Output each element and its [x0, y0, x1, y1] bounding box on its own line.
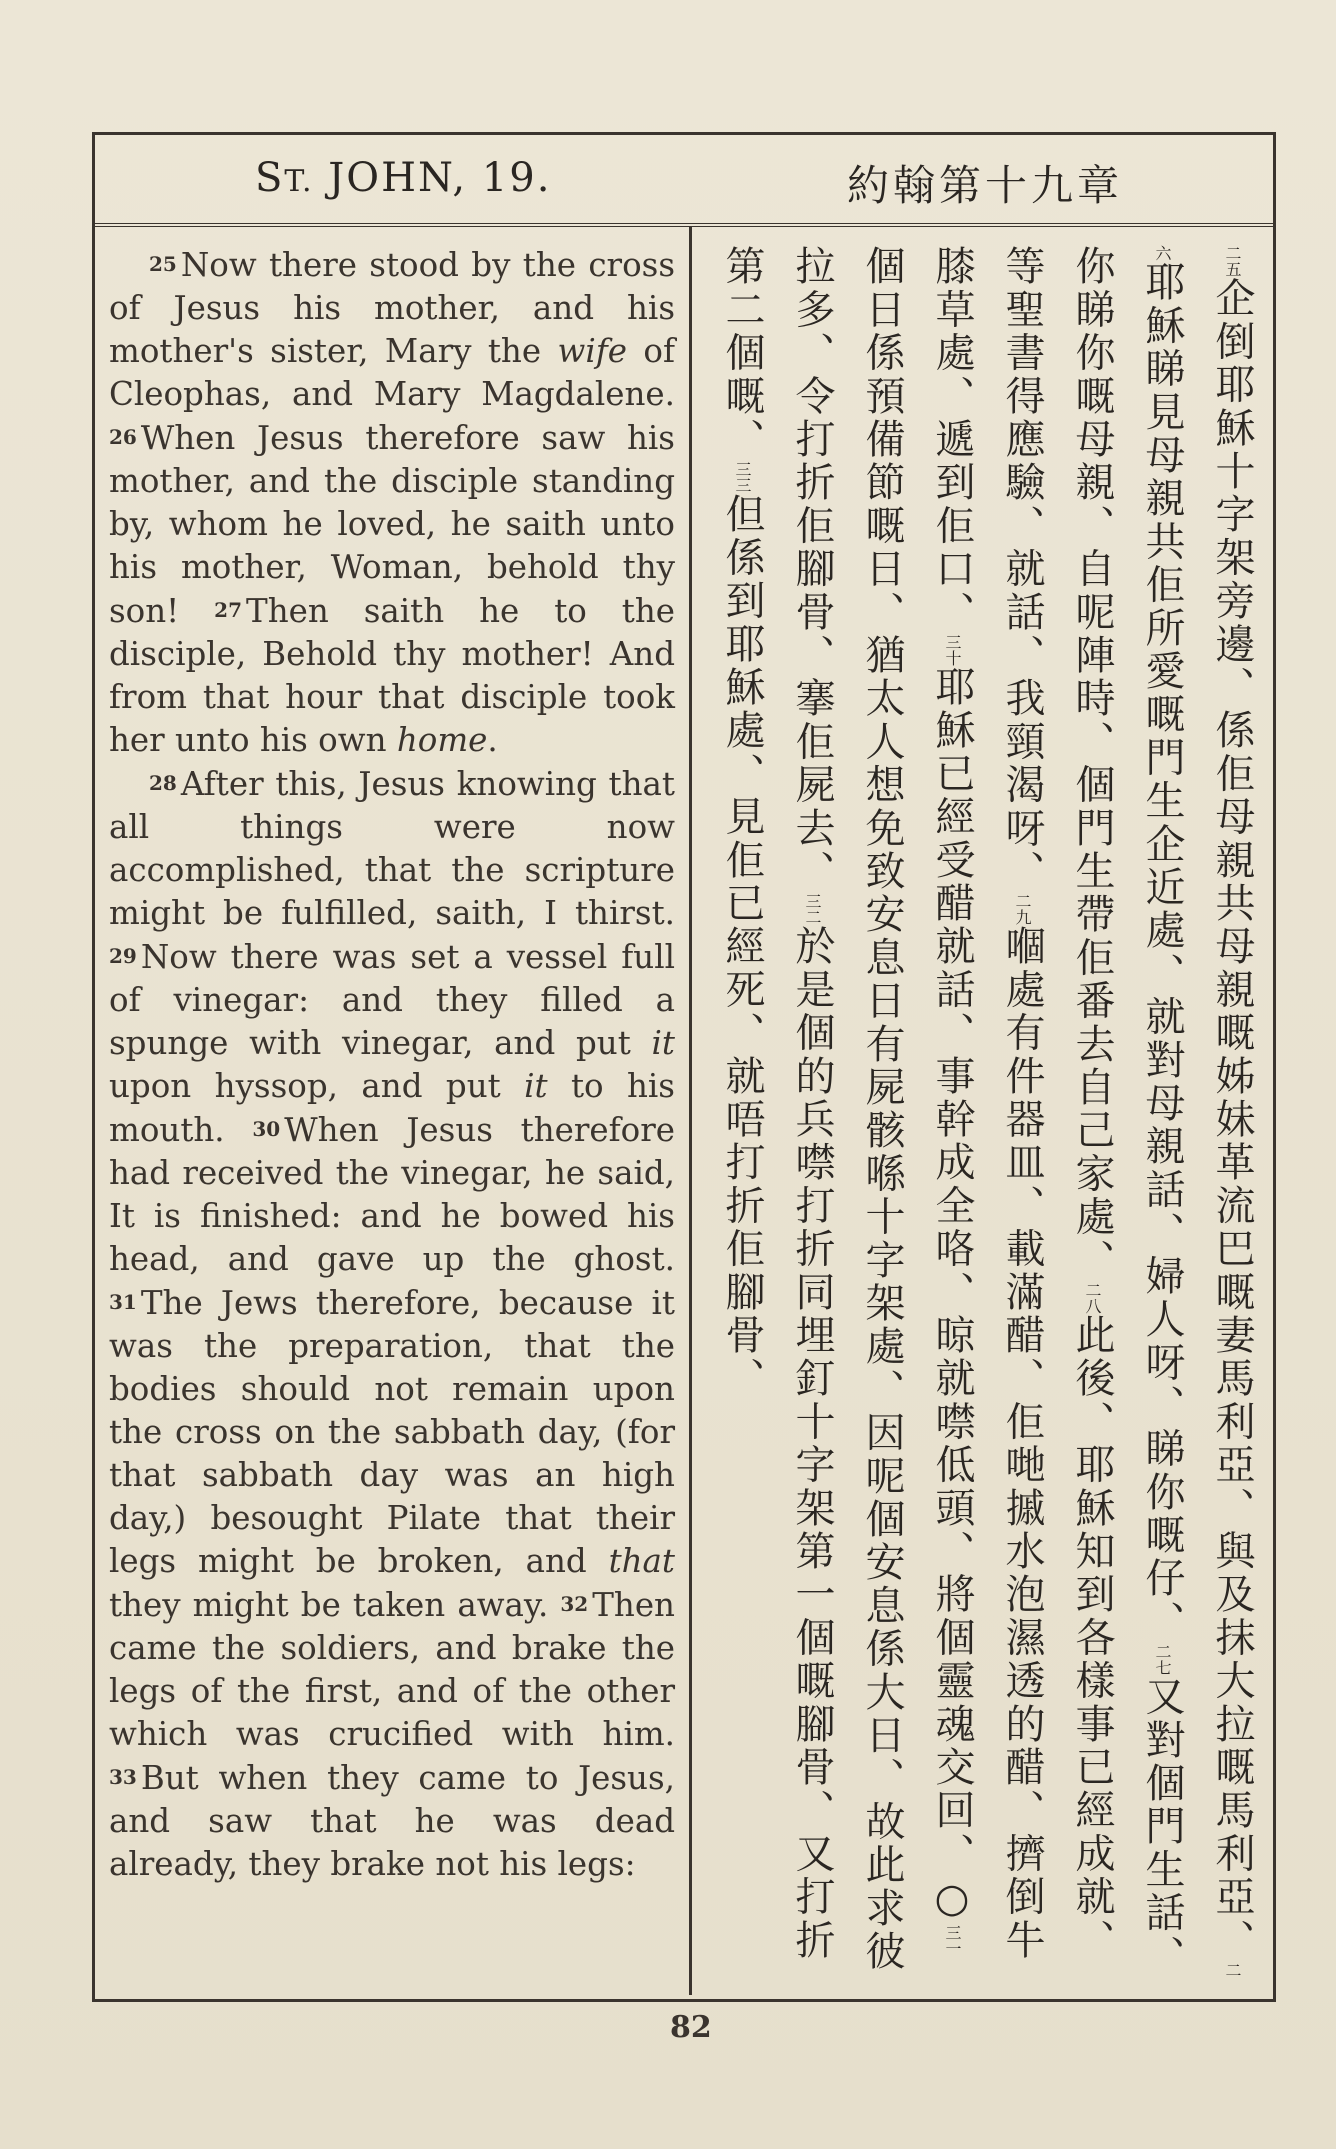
verse-text: Now there was set a vessel full of vinegar: and they filled a spunge with vinegar, and put — [109, 938, 675, 1062]
title-initial: S — [255, 155, 285, 201]
chinese-verse-number: 二九 — [1013, 893, 1032, 925]
chinese-verse-text: 但係到耶穌處、見佢已經死、就唔打折佢腳骨、 — [719, 493, 765, 1401]
chinese-verse-number: 三一 — [943, 1924, 962, 1957]
chinese-verse-number: 三三 — [733, 461, 752, 493]
page-number: 82 — [670, 2010, 712, 2045]
chinese-verse-text: 又對個門生話、你睇你嘅母親、自呢陣時、個門生帶佢番去自己家處、 — [1069, 245, 1185, 1978]
verse-text: Then came the soldiers, and brake the legs of the first, and of the other which was crucified with him. — [109, 1586, 675, 1753]
verse-italic: home — [396, 721, 488, 759]
title-small-caps: T. — [284, 164, 314, 199]
verse-text: When Jesus therefore had received the vinegar, he said, It is finished: and he bowed his head, and gave up the ghost. — [109, 1111, 675, 1278]
chinese-verse-text: 耶穌睇見母親共佢所愛嘅門生企近處、就對母親話、婦人呀、睇你嘅仔、 — [1139, 261, 1185, 1644]
chinese-verse-number: 二六 — [1153, 245, 1242, 1978]
chinese-verse-text: 個日係預備節嘅日、猶太人想免致安息日有屍骸喺十字架處、因呢個安息係大日、故此求彼拉多、令打折佢腳骨、搴佢屍去、 — [789, 245, 905, 1973]
english-paragraph-1 — [109, 243, 675, 762]
verse-text: When Jesus therefore saw his mother, and the disciple standing by, whom he loved, he saith unto his mother, Woman, behold thy son! — [109, 419, 675, 630]
verse-italic: it — [651, 1024, 675, 1062]
column-divider — [689, 227, 692, 1995]
chinese-verse-number: 三二 — [803, 893, 822, 925]
chinese-verse-text: 企倒耶穌十字架旁邊、係佢母親共母親嘅姊妹革流巴嘅妻馬利亞、與及抹大拉嘅馬利亞、 — [1209, 277, 1255, 1962]
verse-italic: that — [608, 1542, 675, 1580]
verse-number: 26 — [109, 425, 137, 449]
english-title — [255, 155, 551, 201]
verse-number: 30 — [252, 1117, 281, 1141]
verse-number: 28 — [149, 771, 177, 795]
verse-number: 33 — [109, 1765, 137, 1789]
verse-text: Now there stood by the cross of Jesus his mother, and his mother's sister, Mary the — [109, 246, 675, 370]
english-paragraph-2 — [109, 762, 675, 1886]
chinese-verse-text: 嗰處有件器皿、載滿醋、佢哋摵水泡濕透的醋、擠倒牛膝草處、遞到佢口、 — [929, 245, 1045, 1962]
verse-italic: it — [524, 1067, 548, 1105]
chinese-verse-text: 耶穌已經受醋就話、事幹成全咯、晾就噤低頭、將個靈魂交回、○ — [929, 665, 975, 1925]
chinese-verse-number: 二八 — [1083, 1281, 1102, 1314]
chinese-title: 約翰第十九章 — [846, 161, 1123, 210]
verse-text: to his mouth. — [109, 1067, 675, 1149]
chinese-verse-text: 於是個的兵噤打折同埋釘十字架第一個嘅腳骨、又打折第二個嘅、 — [719, 245, 835, 1962]
verse-number: 27 — [214, 598, 243, 622]
title-rest: JOHN, 19. — [313, 155, 552, 201]
verse-text: . — [487, 721, 498, 759]
verse-text: After this, Jesus knowing that all things were now accomplished, that the scripture might be fulfilled, saith, I thirst. — [109, 765, 675, 932]
chinese-verse-number: 二五 — [1223, 245, 1242, 277]
verse-text: But when they came to Jesus, and saw that he was dead already, they brake not his legs: — [109, 1759, 675, 1883]
verse-text: they might be taken away. — [109, 1586, 561, 1624]
verse-text: The Jews therefore, because it was the preparation, that the bodies should not remain upon the cross on the sabbath day, (for that sabbath day was an high day,) besought Pilate that their legs might be broken, and — [109, 1284, 675, 1580]
running-header — [95, 135, 1273, 227]
verse-text: Then saith he to the disciple, Behold thy mother! And from that hour that disciple took her unto his own — [109, 592, 675, 759]
chinese-verse-number: 二七 — [1153, 1643, 1172, 1676]
chinese-verse-number: 三十 — [943, 633, 962, 666]
english-column — [109, 243, 675, 1886]
verse-number: 31 — [109, 1290, 137, 1314]
page-frame — [92, 132, 1276, 2002]
chinese-verse-text: 此後、耶穌知到各樣事已經成就、等聖書得應驗、就話、我頸渴呀、 — [999, 245, 1115, 1962]
verse-italic: wife — [557, 332, 627, 370]
verse-number: 29 — [109, 944, 137, 968]
verse-text: upon hyssop, and put — [109, 1067, 525, 1105]
verse-number: 25 — [149, 252, 177, 276]
verse-number: 32 — [560, 1592, 589, 1616]
verse-text: of Cleophas, and Mary Magdalene. — [109, 332, 675, 413]
chinese-column — [707, 245, 1267, 1985]
